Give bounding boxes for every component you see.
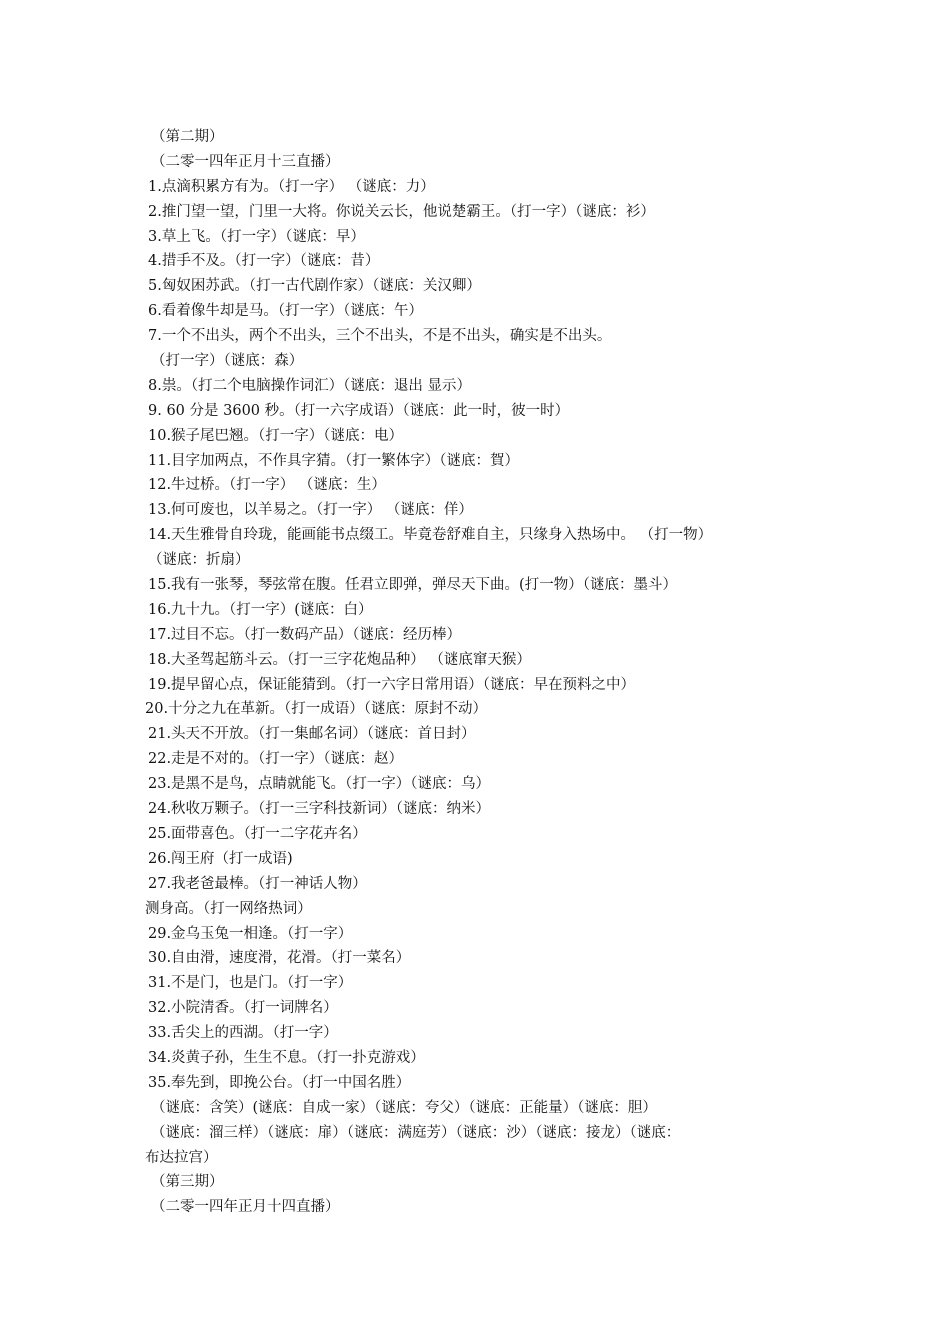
issue-heading: （第二期） [151,129,224,145]
riddle-line: 21.头天不开放。（打一集邮名词）（谜底：首日封） [148,726,476,743]
riddle-line: 25.面带喜色。（打一二字花卉名） [148,825,367,842]
riddle-line: 30.自由滑，速度滑，花滑。（打一菜名） [148,950,411,967]
riddle-line: 12.牛过桥。（打一字） （谜底：生） [148,477,386,494]
riddle-line: 11.目字加两点，不作具字猜。（打一繁体字）（谜底：賀） [148,452,520,469]
broadcast-date: （二零一四年正月十三直播） [151,153,340,170]
riddle-line: 31.不是门，也是门。（打一字） [148,975,353,992]
riddle-line: 13.何可废也，以羊易之。（打一字） （谜底：佯） [148,502,473,519]
riddle-line: 6.看着像牛却是马。（打一字）（谜底：午） [148,303,423,320]
riddle-line: 2.推门望一望，门里一大将。你说关云长，他说楚霸王。（打一字）（谜底：衫） [148,203,655,220]
riddle-line: 1.点滴积累方有为。（打一字） （谜底：力） [148,178,435,195]
riddle-line: 15.我有一张琴，琴弦常在腹。任君立即弹，弹尽天下曲。(打一物）（谜底：墨斗） [148,577,677,594]
riddle-line: 10.猴子尾巴翘。（打一字）（谜底：电） [148,427,404,444]
riddle-line: 26.闯王府（打一成语) [148,850,293,867]
riddle-line: 5.匈奴困苏武。（打一古代剧作家）（谜底：关汉卿） [148,278,481,295]
answers-line-continuation: 布达拉宫） [145,1149,218,1166]
riddle-line: 14.天生雅骨自玲珑，能画能书点缀工。毕竟卷舒难自主，只缘身入热场中。 （打一物） [148,527,713,544]
riddle-line: 4.措手不及。（打一字）（谜底：昔） [148,253,380,270]
riddle-line: 19.提早留心点，保证能猜到。（打一六字日常用语）（谜底：早在预料之中） [148,676,636,693]
riddle-line: 24.秋收万颗子。（打一三字科技新词）（谜底：纳米） [148,801,491,818]
riddle-line: 测身高。（打一网络热词） [145,900,312,917]
riddle-line: 18.大圣驾起筋斗云。（打一三字花炮品种） （谜底窜天猴） [148,651,531,668]
riddle-line: 9. 60 分是 3600 秒。（打一六字成语）（谜底：此一时，彼一时） [148,402,570,419]
riddle-line: 33.舌尖上的西湖。（打一字） [148,1025,338,1042]
riddle-line: 23.是黑不是鸟，点睛就能飞。（打一字）（谜底：乌） [148,776,491,793]
riddle-line-continuation: （谜底：折扇） [148,552,250,569]
riddle-line: 17.过目不忘。（打一数码产品）（谜底：经历棒） [148,626,462,643]
riddle-line: 35.奉先到，即挽公台。（打一中国名胜） [148,1074,411,1091]
riddle-line: 16.九十九。（打一字）(谜底：白） [148,601,373,618]
document-body [145,125,825,1220]
riddle-line: 3.草上飞。（打一字）（谜底：早） [148,228,365,245]
riddle-line: 27.我老爸最棒。（打一神话人物） [148,875,367,892]
riddle-line: 8.祟。（打二个电脑操作词汇）（谜底：退出 显示） [148,377,471,394]
riddle-line: 22.走是不对的。（打一字）（谜底：赵） [148,751,404,768]
riddle-line: 20.十分之九在革新。（打一成语）（谜底：原封不动） [145,701,488,718]
riddle-line: 7.一个不出头，两个不出头，三个不出头，不是不出头，确实是不出头。 [148,328,612,345]
answers-line: （谜底：含笑）(谜底：自成一家）（谜底：夸父）（谜底：正能量）（谜底：胆） [151,1099,657,1116]
issue-heading: （第三期） [151,1174,224,1191]
riddle-line: 34.炎黄子孙，生生不息。（打一扑克游戏） [148,1049,425,1066]
riddle-line: 29.金乌玉兔一相逢。（打一字） [148,925,353,942]
riddle-line-continuation: （打一字）（谜底：森） [151,353,304,370]
answers-line: （谜底：溜三样）（谜底：扉）（谜底：满庭芳）（谜底：沙）（谜底：接龙）（谜底： [151,1124,681,1141]
riddle-line: 32.小院清香。（打一词牌名） [148,1000,338,1017]
broadcast-date: （二零一四年正月十四直播） [151,1199,340,1216]
